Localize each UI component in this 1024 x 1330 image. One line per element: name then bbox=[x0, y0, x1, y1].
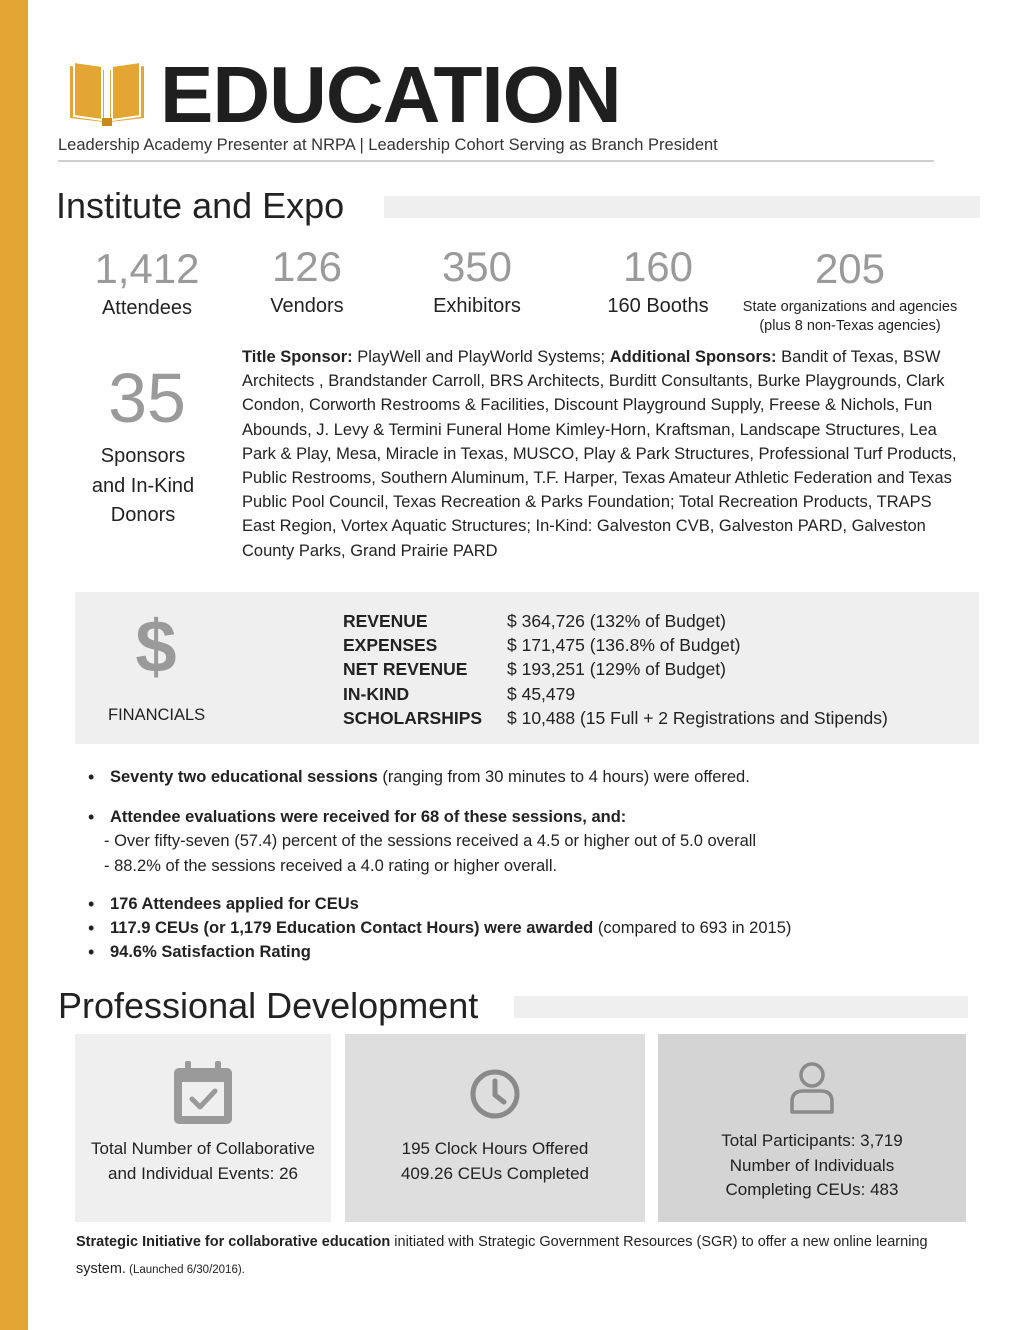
header-divider bbox=[58, 160, 934, 162]
list-subitem: - 88.2% of the sessions received a 4.0 rating or higher overall. bbox=[104, 856, 558, 875]
list-item bbox=[88, 940, 791, 964]
financials-value: $ 45,479 bbox=[507, 683, 576, 704]
stat-booths bbox=[578, 244, 738, 318]
sponsor-count: 35 bbox=[108, 359, 186, 437]
list-item bbox=[88, 765, 791, 789]
footer-small: (Launched 6/30/2016). bbox=[125, 1264, 245, 1276]
additional-sponsors-text: Bandit of Texas, BSW Architects , Brandstander Carroll, BRS Architects, Burditt Consultants, Burke Playgrounds, Clark Condon, Corworth Restrooms & Facilities, Discount Playground Supply, Freese & Nichols, Fun Abounds, J. Levy & Termini Funeral Home Kimley-Horn, Kraftsman, Landscape Structures, Lea Park & Play, Mesa, Miracle in Texas, MUSCO, Play & Park Structures, Professional Turf Products, Public Restrooms, Southern Aluminum, T.F. Harper, Texas Amateur Athletic Federation and Texas Public Pool Council, Texas Recreation & Parks Foundation; Total Recreation Products, TRAPS East Region, Vortex Aquatic Structures; In-Kind: Galveston CVB, Galveston PARD, Galveston County Parks, Grand Prairie PARD bbox=[242, 348, 957, 560]
financials-row bbox=[343, 682, 888, 706]
sponsor-label bbox=[56, 442, 230, 531]
section-bar bbox=[514, 996, 968, 1018]
financials-key: REVENUE bbox=[343, 611, 428, 631]
financials-value: $ 10,488 (15 Full + 2 Registrations and Stipends) bbox=[507, 707, 888, 728]
financials-row bbox=[343, 633, 888, 657]
financials-value: $ 171,475 (136.8% of Budget) bbox=[507, 635, 741, 656]
title-sponsor-label: Title Sponsor: bbox=[242, 348, 353, 366]
sponsor-label-line: Donors bbox=[110, 504, 176, 526]
sponsor-label-line: Sponsors bbox=[100, 445, 186, 467]
section-title-institute: Institute and Expo bbox=[56, 185, 345, 226]
highlights-list bbox=[88, 765, 791, 964]
stat-label: Attendees bbox=[101, 297, 193, 319]
financials-key: NET REVENUE bbox=[343, 659, 468, 680]
accent-sidebar bbox=[0, 0, 28, 1330]
financials-table bbox=[343, 609, 888, 730]
stat-value: 350 bbox=[441, 243, 513, 290]
list-item bbox=[88, 892, 791, 916]
card-participants bbox=[658, 1034, 966, 1222]
open-book-icon bbox=[68, 60, 146, 130]
financials-key: EXPENSES bbox=[343, 635, 438, 656]
stat-label-line: State organizations and agencies bbox=[742, 299, 958, 315]
card-text bbox=[658, 1129, 966, 1203]
card-line: Number of Individuals bbox=[729, 1155, 895, 1175]
financials-row bbox=[343, 706, 888, 730]
stat-attendees bbox=[72, 246, 222, 320]
card-events bbox=[75, 1034, 331, 1222]
card-text bbox=[75, 1137, 331, 1186]
sponsor-list bbox=[242, 345, 962, 563]
card-text bbox=[345, 1137, 645, 1186]
financials-value: $ 193,251 (129% of Budget) bbox=[507, 659, 726, 680]
card-line: 409.26 CEUs Completed bbox=[400, 1163, 590, 1183]
list-item bbox=[88, 916, 791, 940]
bullet-bold: Attendee evaluations were received for 68 of these sessions, and: bbox=[110, 808, 627, 827]
additional-sponsors-label: Additional Sponsors: bbox=[609, 348, 777, 366]
dollar-icon bbox=[130, 612, 182, 684]
bullet-bold: 94.6% Satisfaction Rating bbox=[110, 943, 311, 962]
stat-label: Exhibitors bbox=[433, 295, 521, 317]
calendar-check-icon bbox=[172, 1060, 234, 1126]
stat-label: Vendors bbox=[270, 295, 344, 317]
title-sponsor-text: PlayWell and PlayWorld Systems; bbox=[357, 348, 606, 366]
financials-key: SCHOLARSHIPS bbox=[343, 707, 483, 728]
list-item bbox=[88, 805, 791, 829]
financials-key: IN-KIND bbox=[343, 683, 410, 704]
footer-text: initiated with Strategic Government Resources (SGR) to offer a new online learning system. bbox=[76, 1234, 928, 1277]
financials-label: FINANCIALS bbox=[108, 706, 206, 724]
card-line: 195 Clock Hours Offered bbox=[401, 1139, 589, 1158]
stat-state-organizations bbox=[740, 246, 960, 336]
bullet-text: (compared to 693 in 2015) bbox=[593, 919, 792, 938]
card-line: Total Number of Collaborative bbox=[91, 1139, 315, 1158]
stat-exhibitors bbox=[402, 244, 552, 318]
financials-value: $ 364,726 (132% of Budget) bbox=[507, 611, 726, 631]
financials-row bbox=[343, 609, 888, 633]
section-title-professional: Professional Development bbox=[58, 985, 479, 1026]
stat-value: 205 bbox=[814, 245, 886, 292]
sponsor-label-line: and In-Kind bbox=[91, 474, 195, 497]
stat-value: 1,412 bbox=[94, 245, 200, 292]
clock-icon bbox=[469, 1068, 521, 1120]
stat-vendors bbox=[232, 244, 382, 318]
stat-label-line: (plus 8 non-Texas agencies) bbox=[759, 318, 941, 334]
list-subitem: - Over fifty-seven (57.4) percent of the sessions received a 4.5 or higher out of 5.0 overall bbox=[104, 832, 757, 851]
bullet-text: (ranging from 30 minutes to 4 hours) were offered. bbox=[377, 768, 750, 786]
footer-bold: Strategic Initiative for collaborative education bbox=[76, 1234, 391, 1250]
financials-row bbox=[343, 657, 888, 681]
page-subtitle: Leadership Academy Presenter at NRPA | Leadership Cohort Serving as Branch President bbox=[58, 136, 718, 154]
page-title: EDUCATION bbox=[160, 50, 621, 139]
svg-text:$: $ bbox=[135, 612, 177, 684]
bullet-bold: 176 Attendees applied for CEUs bbox=[110, 894, 359, 913]
stat-label: 160 Booths bbox=[607, 295, 709, 317]
card-line: Completing CEUs: 483 bbox=[725, 1180, 899, 1199]
user-icon bbox=[788, 1060, 836, 1116]
section-bar bbox=[384, 196, 980, 218]
card-line: and Individual Events: 26 bbox=[108, 1163, 298, 1183]
stat-label bbox=[740, 298, 960, 336]
stat-value: 126 bbox=[271, 243, 343, 290]
bullet-bold: 117.9 CEUs (or 1,179 Education Contact Hours) were awarded bbox=[110, 919, 594, 938]
bullet-bold: Seventy two educational sessions bbox=[110, 768, 378, 786]
card-line: Total Participants: 3,719 bbox=[721, 1131, 903, 1150]
card-hours bbox=[345, 1034, 645, 1222]
footer-note bbox=[76, 1229, 976, 1284]
stat-value: 160 bbox=[622, 243, 694, 290]
